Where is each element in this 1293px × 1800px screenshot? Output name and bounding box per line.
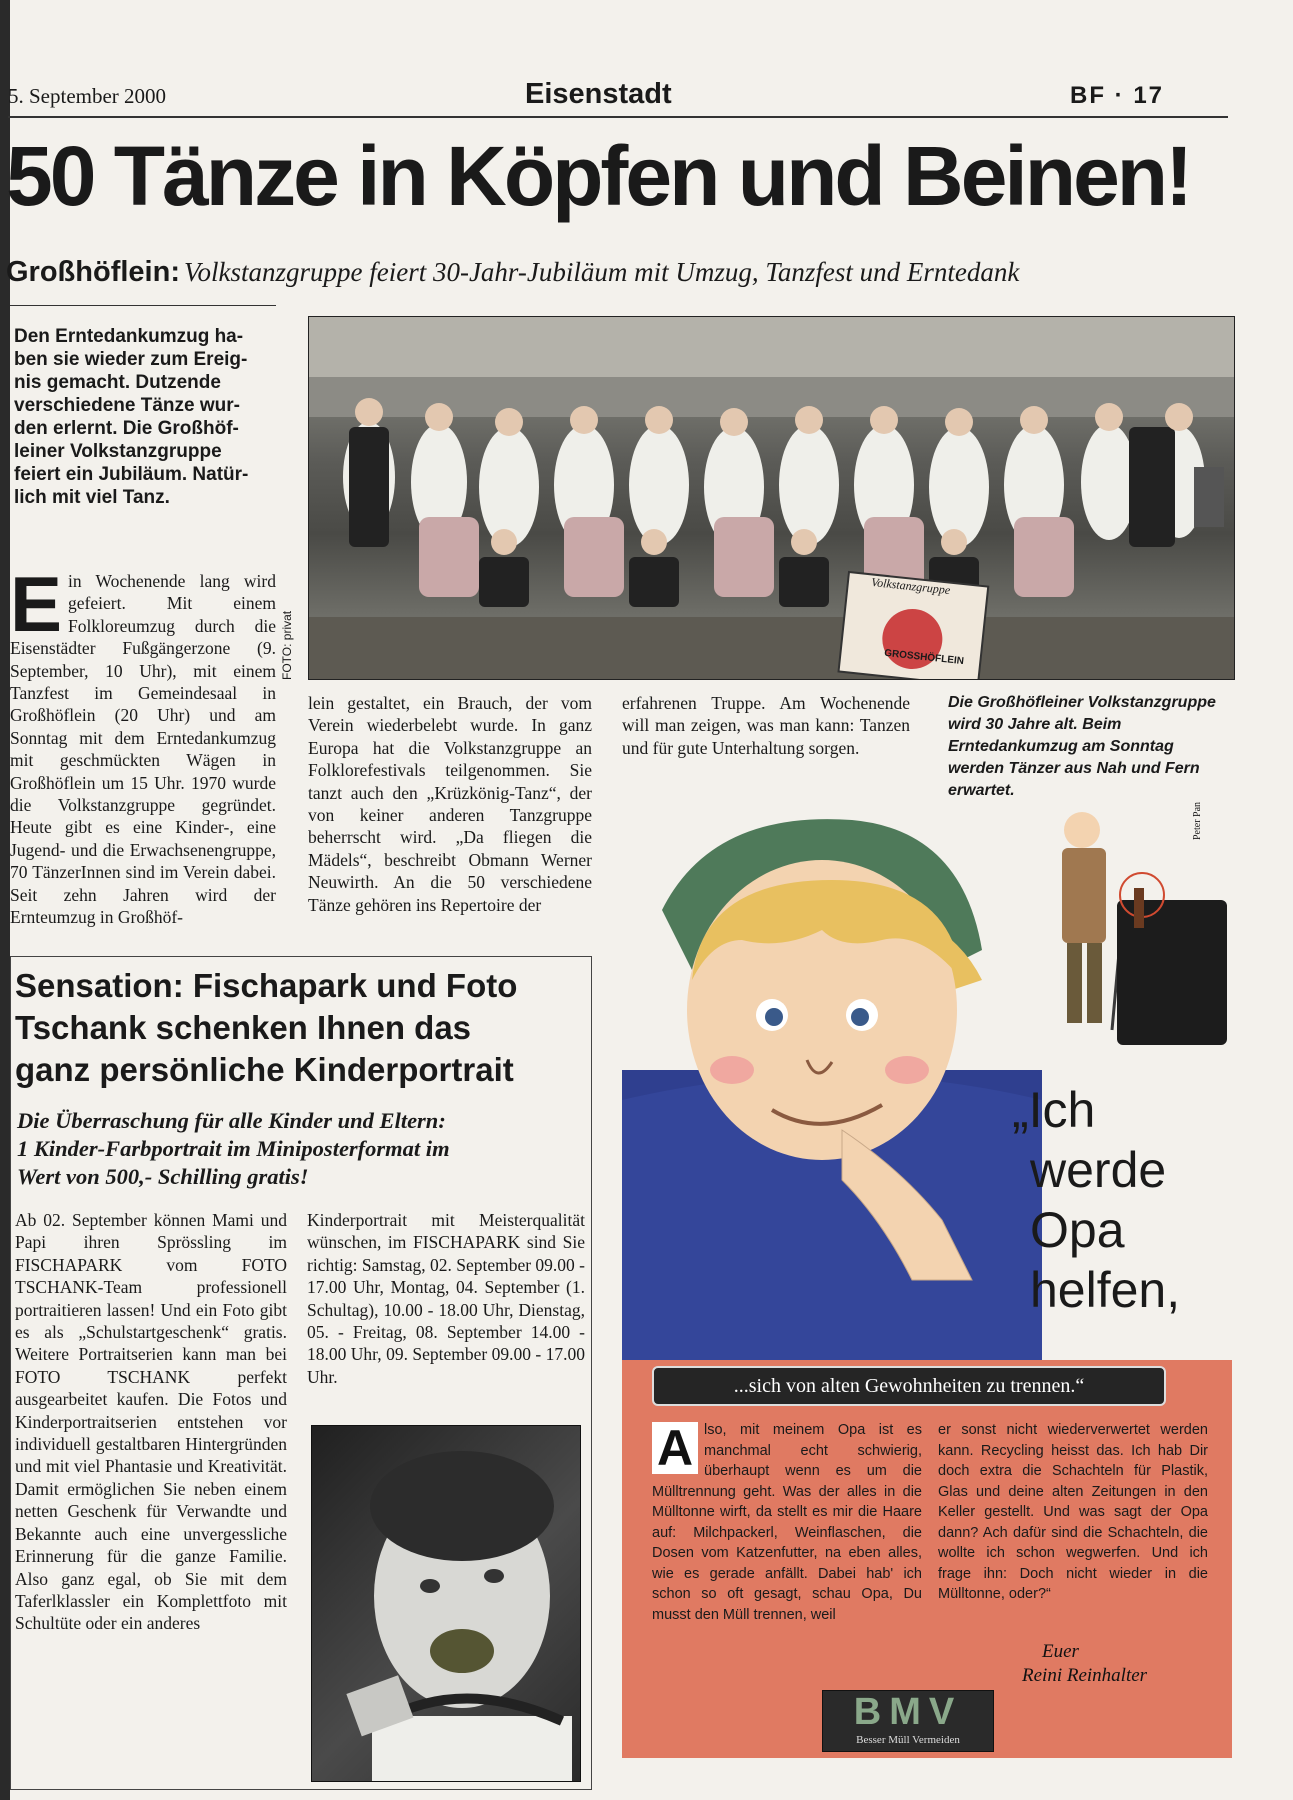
promo-subheadline <box>17 1107 450 1191</box>
promo-headline-line: ganz persönliche Kinderportrait <box>15 1051 514 1088</box>
promo-sub-line: 1 Kinder-Farbportrait im Miniposterformat im <box>17 1136 450 1161</box>
promo-headline-line: Sensation: Fischapark und Foto <box>15 967 518 1004</box>
ad-banner: ...sich von alten Gewohnheiten zu trennen.“ <box>652 1366 1166 1406</box>
photo-credit: FOTO: privat <box>280 610 294 680</box>
header-rule <box>8 116 1228 118</box>
lead-line: ben sie wieder zum Ereig- <box>14 349 248 370</box>
promo-column-2-text: Kinderportrait mit Meisterqualität wünschen, im FISCHAPARK sind Sie richtig: Samstag, 02. September 09.00 - 17.00 Uhr, Montag, 04. September (1. Schultag), 10.00 - 18.00 Uhr, Dienstag, 05. - Freitag, 08. September 14.00 - 18.00 Uhr, 09. September 09.00 - 17.00 Uhr. <box>307 1210 586 1387</box>
ad-quote-line: Opa <box>1030 1202 1125 1258</box>
ad-column-1-text: lso, mit meinem Opa ist es manchmal echt schwierig, überhaupt wenn es um die Mülltrennung geht. Was der alles in die Mülltonne wirft, da stellt es mir die Haare auf: Milchpackerl, Weinflaschen, die Dosen vom Katzenfutter, na eben alles, wie es gerade anfällt. Dabei hab' ich schon so oft gesagt, schau Opa, Du musst den Müll trennen, weil <box>652 1422 922 1623</box>
promo-sub-line: Die Überraschung für alle Kinder und Eltern: <box>17 1108 446 1133</box>
column-2-text: lein gestaltet, ein Brauch, der vom Verein wiederbelebt wurde. In ganz Europa hat die Volkstanzgruppe an Folklorefestivals teilgenommen. Sie tanzt auch den „Krüzkönig-Tanz“, der von keiner anderen Tanzgruppe beherrscht wird. „Da fliegen die Mädels“, beschreibt Obmann Werner Neuwirth. An die 50 verschiedene Tänze gehören ins Repertoire der <box>308 693 592 915</box>
photo-caption: Die Großhöfleiner Volkstanzgruppe wird 30 Jahre alt. Beim Erntedankumzug am Sonntag werden Tänzer aus Nah und Fern erwartet. <box>948 694 1216 799</box>
group-photo <box>308 316 1235 680</box>
column-3-text: erfahrenen Truppe. Am Wochenende will man zeigen, was man kann: Tanzen und für gute Unterhaltung sorgen. <box>622 693 910 758</box>
subheadline-text: Volkstanzgruppe feiert 30-Jahr-Jubiläum mit Umzug, Tanzfest und Erntedank <box>183 257 1020 287</box>
child-portrait-illustration <box>312 1426 580 1781</box>
header-section: Eisenstadt <box>525 78 672 110</box>
promo-column-2 <box>307 1209 585 1388</box>
page-number: 17 <box>1133 82 1165 109</box>
promo-headline <box>15 965 517 1091</box>
article-column-2 <box>308 692 592 944</box>
header-date: 5. September 2000 <box>8 84 167 108</box>
lead-rule <box>10 305 276 306</box>
ad-signature <box>1022 1640 1147 1688</box>
ad-column-2-text: er sonst nicht wiederverwertet werden kann. Recycling heisst das. Ich hab Dir doch extra die Schachteln für Plastik, Glas und deine alten Zeitungen in den Keller gestellt. Und was sagt der Opa dann? Ach dafür sind die Schachteln, die wollte ich schon wegwerfen. Und ich frage ihn: Doch nicht wieder in die Mülltonne, oder?“ <box>938 1422 1208 1602</box>
bmv-logo-subtitle: Besser Müll Vermeiden <box>856 1734 960 1746</box>
subheadline <box>6 256 1019 289</box>
artist-signature: Peter Pan <box>1192 801 1203 840</box>
bmv-ad <box>622 800 1232 1758</box>
ad-column-1 <box>652 1420 922 1625</box>
promo-sub-line: Wert von 500,- Schilling gratis! <box>17 1164 309 1189</box>
ad-quote-line: „Ich <box>1012 1082 1096 1138</box>
group-photo-illustration <box>309 317 1234 679</box>
child-portrait-photo <box>311 1425 581 1782</box>
banner-label-bottom: GROSSHÖFLEIN <box>883 647 965 668</box>
lead-line: verschiedene Tänze wur- <box>14 395 240 416</box>
ad-quote <box>1012 1080 1180 1320</box>
promo-column-1-text: Ab 02. September können Mami und Papi ihren Sprössling im FISCHAPARK vom FOTO TSCHANK-Team professionell portraitieren lassen! Und ein Foto gibt es als „Schulstartgeschenk“ gratis. Weitere Portraitserien kann man bei FOTO TSCHANK perfekt ausgearbeitet kaufen. Die Fotos und Kinderportraitserien entstehen vor individuell gestaltbaren Hintergründen und mit viel Phantasie und Kreativität. Damit ermöglichen Sie neben einem netten Geschenk für Verwandte und Bekannte auch eine unvergessliche Erinnerung für die ganze Familie. Also ganz egal, ob Sie mit dem Taferlklassler ein Komplettfoto mit Schultüte oder ein anderes <box>15 1210 287 1634</box>
lead-line: Den Erntedankumzug ha- <box>14 326 244 347</box>
header-paper: BF · 17 <box>1070 82 1165 109</box>
ad-dropcap: A <box>652 1422 698 1474</box>
kicker: Großhöflein: <box>6 256 180 288</box>
promo-headline-line: Tschank schenken Ihnen das <box>15 1009 472 1046</box>
lead-line: den erlernt. Die Großhöf- <box>14 418 239 439</box>
ad-quote-line: helfen, <box>1030 1262 1181 1318</box>
promo-column-1 <box>15 1209 287 1783</box>
paper-name: BF <box>1070 82 1106 109</box>
column-1-text: in Wochenende lang wird gefeiert. Mit einem Folkloreumzug durch die Eisenstädter Fußgängerzone (9. September, 10 Uhr), mit einem Tanzfest im Gemeindesaal in Großhöflein (20 Uhr) und am Sonntag mit dem Erntedankumzug mit geschmückten Wägen in Großhöflein um 15 Uhr. 1970 wurde die Volkstanzgruppe gegründet. Heute gibt es eine Kinder-, eine Jugend- und die Erwachsenengruppe, 70 TänzerInnen sind im Verein dabei. Seit zehn Jahren wird der Ernteumzug in Großhöf- <box>10 571 276 928</box>
banner-label-top: Volkstanzgruppe <box>870 574 951 598</box>
ad-column-2 <box>938 1420 1208 1605</box>
main-headline: 50 Tänze in Köpfen und Beinen! <box>6 129 1191 223</box>
ad-quote-line: werde <box>1030 1142 1167 1198</box>
lead-line: lich mit viel Tanz. <box>14 487 170 508</box>
dropcap: E <box>10 570 63 648</box>
lead-line: leiner Volkstanzgruppe <box>14 441 222 462</box>
bmv-logo <box>822 1690 994 1752</box>
ad-text-panel <box>622 1360 1232 1758</box>
lead-line: nis gemacht. Dutzende <box>14 372 221 393</box>
article-column-1 <box>10 570 276 942</box>
article-column-3 <box>622 692 910 759</box>
bmv-logo-text: BMV <box>853 1691 963 1733</box>
lead-paragraph <box>14 325 276 509</box>
lead-line: feiert ein Jubiläum. Natür- <box>14 464 249 485</box>
ad-sign-euer: Euer <box>1042 1641 1079 1662</box>
ad-sign-name: Reini Reinhalter <box>1022 1665 1148 1686</box>
promo-box <box>10 956 592 1790</box>
